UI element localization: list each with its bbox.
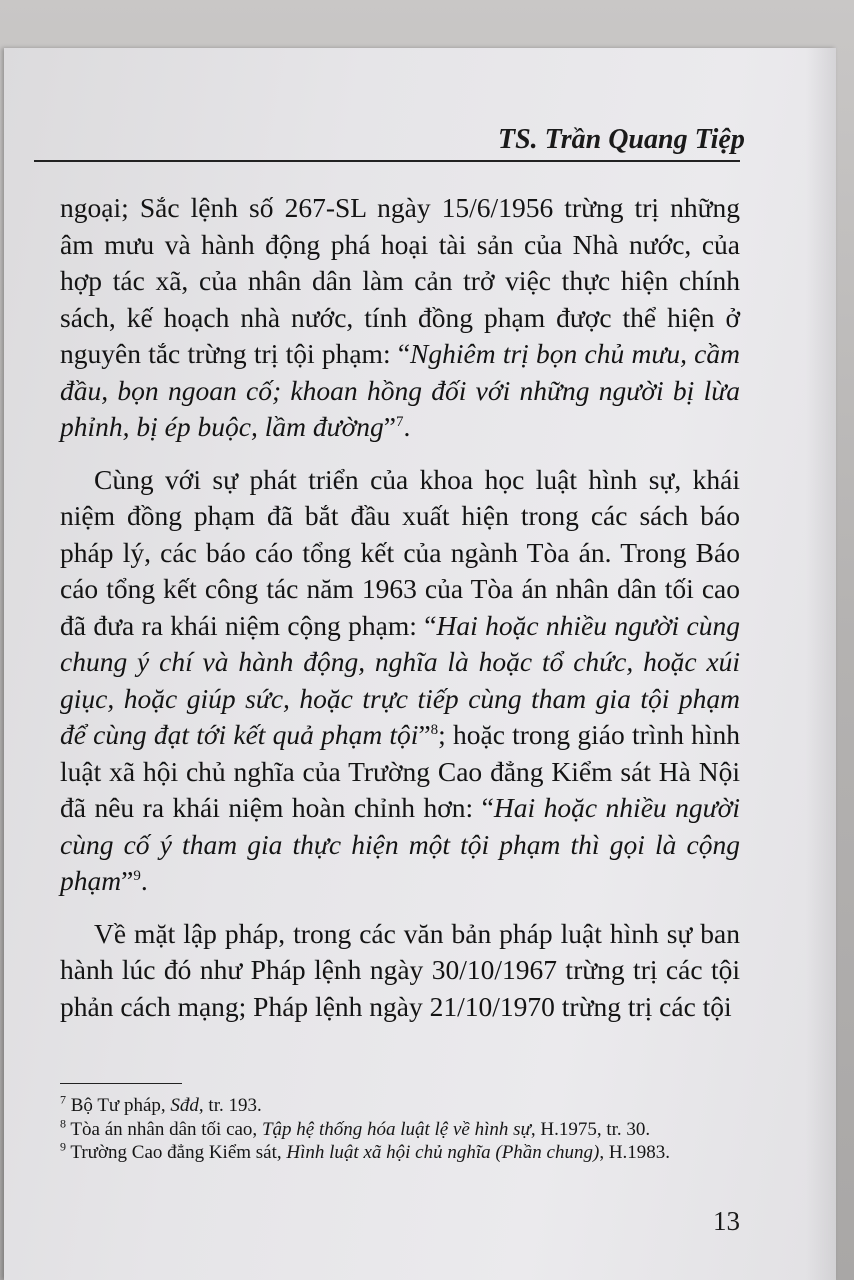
text-run: .	[140, 865, 148, 896]
footnote-number: 9	[60, 1139, 66, 1154]
italic-quote: Hai hoặc nhiều người cùng chung ý chí và hành động, nghĩa là hoặc tổ chức, hoặc xúi giục, hoặc giúp sức, hoặc trực tiếp cùng tham gia tội phạm để cùng đạt tới kết quả phạm tội	[60, 609, 740, 750]
header-rule	[34, 160, 740, 162]
footnote	[60, 1141, 740, 1165]
text-run: ngoại; Sắc lệnh số 267-SL ngày 15/6/1956 trừng trị những âm mưu và hành động phá hoại tài sản của Nhà nước, của hợp tác xã, của nhân dân làm cản trở việc thực hiện chính sách, kế hoạch nhà nước, tính đồng phạm được thể hiện ở nguyên tắc trừng trị tội phạm: “	[60, 192, 740, 369]
footnote-text: , H.1983.	[599, 1142, 671, 1163]
text-run: Về mặt lập pháp, trong các văn bản pháp luật hình sự ban hành lúc đó như Pháp lệnh ngày 30/10/1967 trừng trị các tội phản cách mạng; Pháp lệnh ngày 21/10/1970 trừng trị các tội	[60, 917, 740, 1022]
page-edge-shadow	[806, 48, 836, 1280]
footnote-ref: 7	[395, 413, 404, 430]
italic-quote: Nghiêm trị bọn chủ mưu, cầm đầu, bọn ngoan cố; khoan hồng đối với những người bị lừa phỉnh, bị ép buộc, lầm đường	[60, 338, 740, 442]
text-run: Cùng với sự phát triển của khoa học luật hình sự, khái niệm đồng phạm đã bắt đầu xuất hiện trong các sách báo pháp lý, các báo cáo tổng kết của ngành Tòa án. Trong Báo cáo tổng kết công tác năm 1963 của Tòa án nhân dân tối cao đã đưa ra khái niệm cộng phạm: “	[60, 463, 740, 641]
body-text	[60, 190, 740, 1041]
footnote-text: , tr. 193.	[198, 1095, 262, 1116]
footnote-text: Trường Cao đẳng Kiểm sát,	[70, 1142, 287, 1163]
footnote-ref: 8	[430, 721, 439, 738]
running-head-author: TS. Trần Quang Tiệp	[498, 124, 745, 155]
footnote-title: Tập hệ thống hóa luật lệ về hình sự	[261, 1118, 531, 1140]
paragraph	[60, 190, 740, 446]
footnote-text: Tòa án nhân dân tối cao,	[70, 1118, 262, 1140]
footnote-separator	[60, 1083, 182, 1084]
text-run: ”	[383, 411, 396, 442]
footnote-text: , H.1975, tr. 30.	[530, 1118, 651, 1140]
paragraph	[60, 916, 740, 1026]
footnotes	[60, 1094, 740, 1165]
footnote-text: Bộ Tư pháp,	[70, 1095, 171, 1116]
footnote	[60, 1118, 740, 1142]
italic-quote: Hai hoặc nhiều người cùng cố ý tham gia thực hiện một tội phạm thì gọi là cộng phạm	[60, 792, 740, 896]
text-run: .	[403, 411, 411, 442]
footnote-ref: 9	[133, 867, 141, 884]
text-run: ”	[121, 865, 134, 896]
footnote-title: Sđd	[170, 1095, 199, 1116]
text-run: ; hoặc trong giáo trình hình luật xã hội chủ nghĩa của Trường Cao đẳng Kiểm sát Hà Nội đã nêu ra khái niệm hoàn chỉnh hơn: “	[60, 719, 740, 823]
paragraph	[60, 462, 740, 900]
page-number: 13	[713, 1206, 740, 1236]
text-run: ”	[418, 719, 431, 750]
footnote-number: 7	[60, 1092, 66, 1107]
footnote-title: Hình luật xã hội chủ nghĩa (Phần chung)	[286, 1142, 600, 1163]
footnote	[60, 1094, 740, 1118]
footnote-number: 8	[60, 1116, 66, 1131]
